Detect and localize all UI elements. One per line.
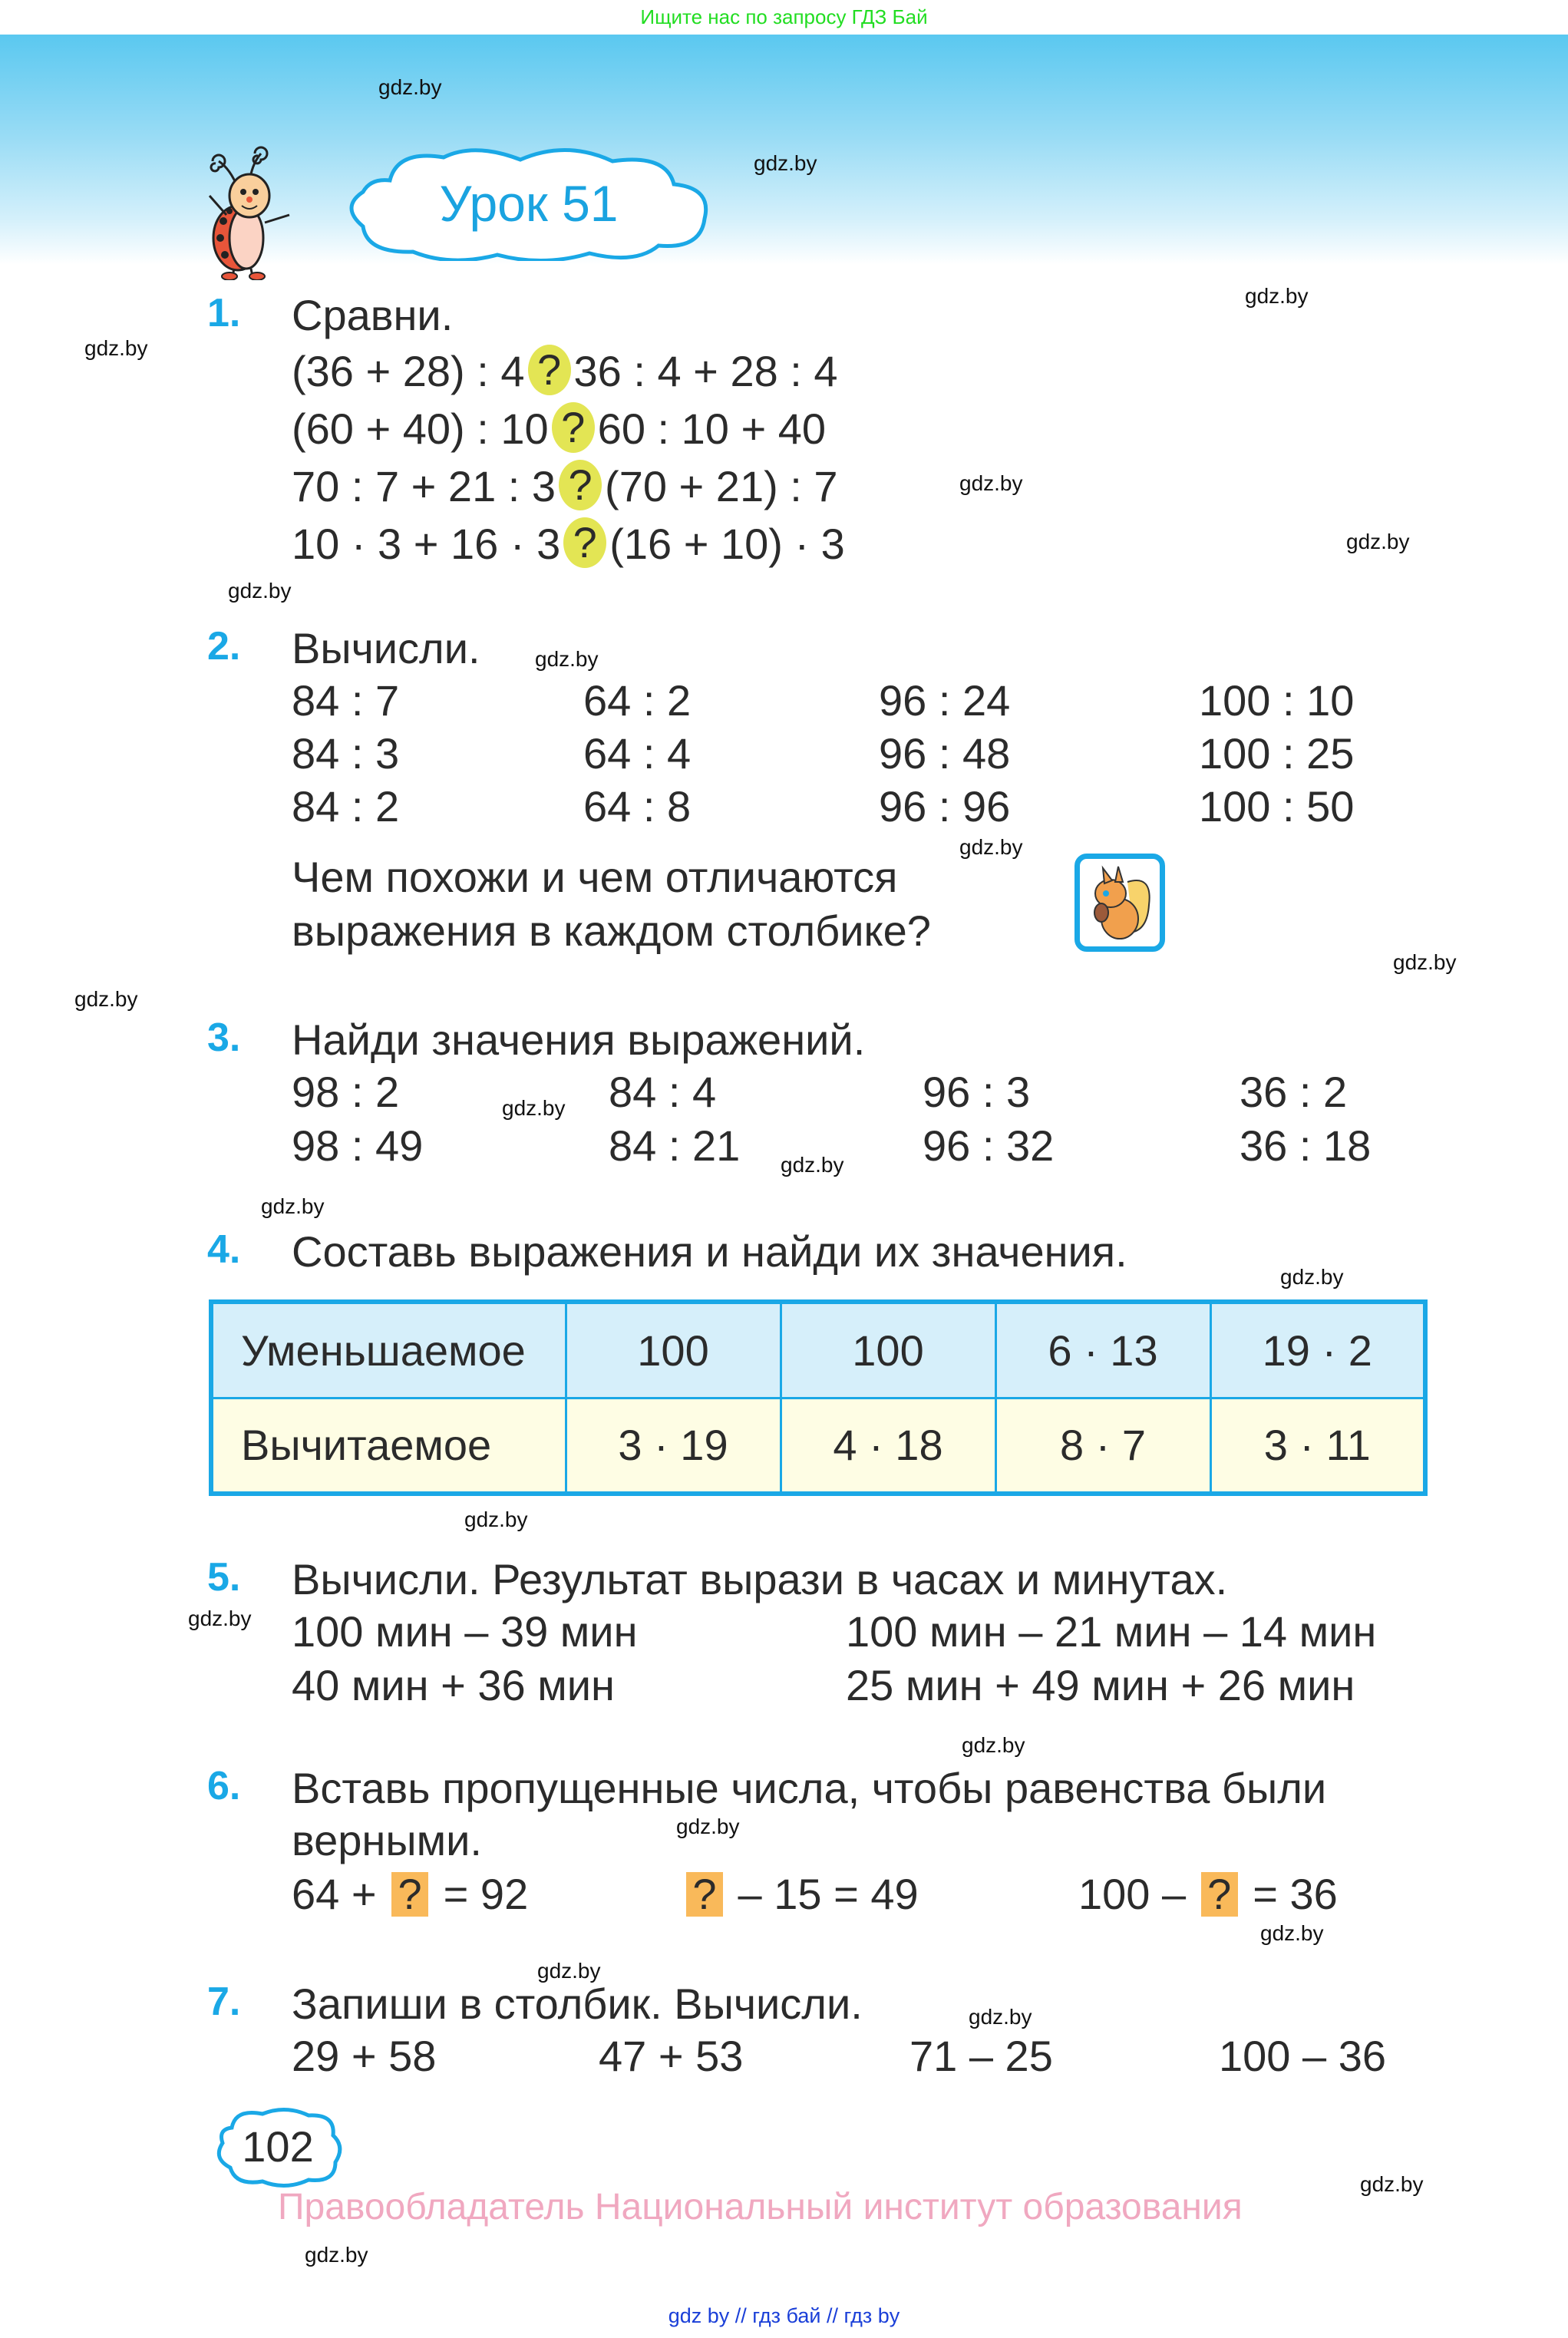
minuend-subtrahend-table bbox=[209, 1299, 1428, 1496]
row-label: Вычитаемое bbox=[211, 1398, 566, 1494]
expression: 84 : 2 bbox=[292, 782, 400, 831]
task-heading-cont: верными. bbox=[292, 1816, 482, 1864]
watermark: gdz.by bbox=[1346, 530, 1410, 553]
compare-row: 10 · 3 + 16 · 3 ? (16 + 10) · 3 bbox=[292, 518, 845, 568]
question-mark-icon[interactable]: ? bbox=[552, 402, 595, 453]
expression: 100 мин – 21 мин – 14 мин bbox=[846, 1607, 1377, 1656]
watermark: gdz.by bbox=[378, 75, 442, 99]
expression: 84 : 7 bbox=[292, 676, 400, 725]
watermark: gdz.by bbox=[84, 336, 148, 360]
question-text: Чем похожи и чем отличаются bbox=[292, 853, 898, 901]
expression: 84 : 3 bbox=[292, 729, 400, 778]
expression: 40 мин + 36 мин bbox=[292, 1661, 615, 1709]
watermark: gdz.by bbox=[188, 1607, 252, 1630]
table-cell: 6 · 13 bbox=[995, 1302, 1210, 1398]
missing-number-box[interactable]: ? bbox=[391, 1872, 428, 1917]
expression: 47 + 53 bbox=[599, 2032, 744, 2080]
task-number: 7. bbox=[207, 1980, 241, 2024]
task-heading: Запиши в столбик. Вычисли. bbox=[292, 1980, 863, 2028]
watermark: gdz.by bbox=[1360, 2172, 1424, 2196]
watermark: gdz.by bbox=[502, 1096, 566, 1120]
watermark: gdz.by bbox=[754, 151, 817, 175]
table-cell: 19 · 2 bbox=[1210, 1302, 1425, 1398]
watermark: gdz.by bbox=[781, 1153, 844, 1177]
watermark: gdz.by bbox=[535, 647, 599, 671]
watermark: gdz.by bbox=[676, 1815, 740, 1838]
lesson-title: Урок 51 bbox=[439, 175, 619, 232]
watermark: gdz.by bbox=[1260, 1921, 1324, 1945]
task-heading: Сравни. bbox=[292, 291, 454, 339]
missing-number-box[interactable]: ? bbox=[686, 1872, 723, 1917]
expression: 100 : 10 bbox=[1199, 676, 1355, 725]
watermark: gdz.by bbox=[959, 835, 1023, 859]
question-mark-icon[interactable]: ? bbox=[559, 460, 602, 510]
task-heading: Составь выражения и найди их значения. bbox=[292, 1227, 1127, 1276]
page-number: 102 bbox=[242, 2122, 314, 2171]
expression: 96 : 3 bbox=[923, 1068, 1031, 1116]
watermark: gdz.by bbox=[305, 2243, 368, 2267]
watermark: gdz.by bbox=[962, 1733, 1025, 1757]
task-heading: Вставь пропущенные числа, чтобы равенства были bbox=[292, 1764, 1327, 1812]
expression: 100 : 50 bbox=[1199, 782, 1355, 831]
watermark: gdz.by bbox=[228, 579, 292, 603]
watermark: gdz.by bbox=[537, 1959, 601, 1983]
expression: 25 мин + 49 мин + 26 мин bbox=[846, 1661, 1355, 1709]
table-cell: 100 bbox=[566, 1302, 781, 1398]
expression: 100 : 25 bbox=[1199, 729, 1355, 778]
expression: 64 : 2 bbox=[583, 676, 692, 725]
task-number: 4. bbox=[207, 1227, 241, 1272]
watermark: gdz.by bbox=[74, 987, 138, 1011]
table-cell: 3 · 19 bbox=[566, 1398, 781, 1494]
task-number: 3. bbox=[207, 1015, 241, 1060]
question-mark-icon[interactable]: ? bbox=[528, 345, 571, 395]
watermark: gdz.by bbox=[959, 471, 1023, 495]
search-banner[interactable]: Ищите нас по запросу ГДЗ Бай bbox=[0, 0, 1568, 35]
compare-row: (36 + 28) : 4 ? 36 : 4 + 28 : 4 bbox=[292, 345, 838, 395]
expression: 71 – 25 bbox=[909, 2032, 1053, 2080]
expression: 96 : 32 bbox=[923, 1121, 1055, 1170]
table-cell: 3 · 11 bbox=[1210, 1398, 1425, 1494]
expression: 96 : 48 bbox=[879, 729, 1011, 778]
expression: 29 + 58 bbox=[292, 2032, 437, 2080]
task-number: 6. bbox=[207, 1764, 241, 1808]
table-row bbox=[211, 1398, 1425, 1494]
expression: 36 : 2 bbox=[1240, 1068, 1348, 1116]
task-number: 2. bbox=[207, 624, 241, 669]
watermark: gdz.by bbox=[1245, 284, 1309, 308]
watermark: gdz.by bbox=[261, 1194, 325, 1218]
expression: 96 : 96 bbox=[879, 782, 1011, 831]
expression: 64 : 8 bbox=[583, 782, 692, 831]
table-cell: 4 · 18 bbox=[781, 1398, 995, 1494]
expression: 96 : 24 bbox=[879, 676, 1011, 725]
squirrel-icon bbox=[1074, 854, 1165, 952]
copyright-notice: Правообладатель Национальный институт образования bbox=[278, 2187, 1243, 2227]
question-mark-icon[interactable]: ? bbox=[563, 517, 606, 568]
ladybug-icon bbox=[196, 138, 303, 280]
equation: ? – 15 = 49 bbox=[683, 1869, 919, 1920]
compare-row: (60 + 40) : 10 ? 60 : 10 + 40 bbox=[292, 403, 827, 453]
lesson-title-cloud bbox=[344, 146, 714, 261]
task-number: 5. bbox=[207, 1555, 241, 1600]
missing-number-box[interactable]: ? bbox=[1201, 1872, 1238, 1917]
table-cell: 8 · 7 bbox=[995, 1398, 1210, 1494]
expression: 84 : 21 bbox=[609, 1121, 741, 1170]
task-heading: Вычисли. Результат вырази в часах и минутах. bbox=[292, 1555, 1228, 1603]
equation: 100 – ? = 36 bbox=[1078, 1870, 1338, 1919]
table-cell: 100 bbox=[781, 1302, 995, 1398]
question-text: выражения в каждом столбике? bbox=[292, 906, 931, 955]
table-row bbox=[211, 1302, 1425, 1398]
task-heading: Найди значения выражений. bbox=[292, 1015, 866, 1064]
footer-links[interactable]: gdz by // гдз бай // гдз by bbox=[668, 2304, 900, 2327]
row-label: Уменьшаемое bbox=[211, 1302, 566, 1398]
expression: 84 : 4 bbox=[609, 1068, 717, 1116]
task-heading: Вычисли. bbox=[292, 624, 480, 672]
expression: 100 – 36 bbox=[1219, 2032, 1386, 2080]
task-number: 1. bbox=[207, 291, 241, 335]
watermark: gdz.by bbox=[1393, 950, 1457, 974]
expression: 100 мин – 39 мин bbox=[292, 1607, 638, 1656]
watermark: gdz.by bbox=[1280, 1265, 1344, 1289]
page-number-cloud bbox=[209, 2105, 347, 2189]
equation: 64 + ? = 92 bbox=[292, 1870, 529, 1919]
watermark: gdz.by bbox=[464, 1507, 528, 1531]
expression: 98 : 49 bbox=[292, 1121, 424, 1170]
expression: 98 : 2 bbox=[292, 1068, 400, 1116]
watermark: gdz.by bbox=[969, 2005, 1032, 2029]
expression: 64 : 4 bbox=[583, 729, 692, 778]
compare-row: 70 : 7 + 21 : 3 ? (70 + 21) : 7 bbox=[292, 461, 838, 510]
expression: 36 : 18 bbox=[1240, 1121, 1372, 1170]
